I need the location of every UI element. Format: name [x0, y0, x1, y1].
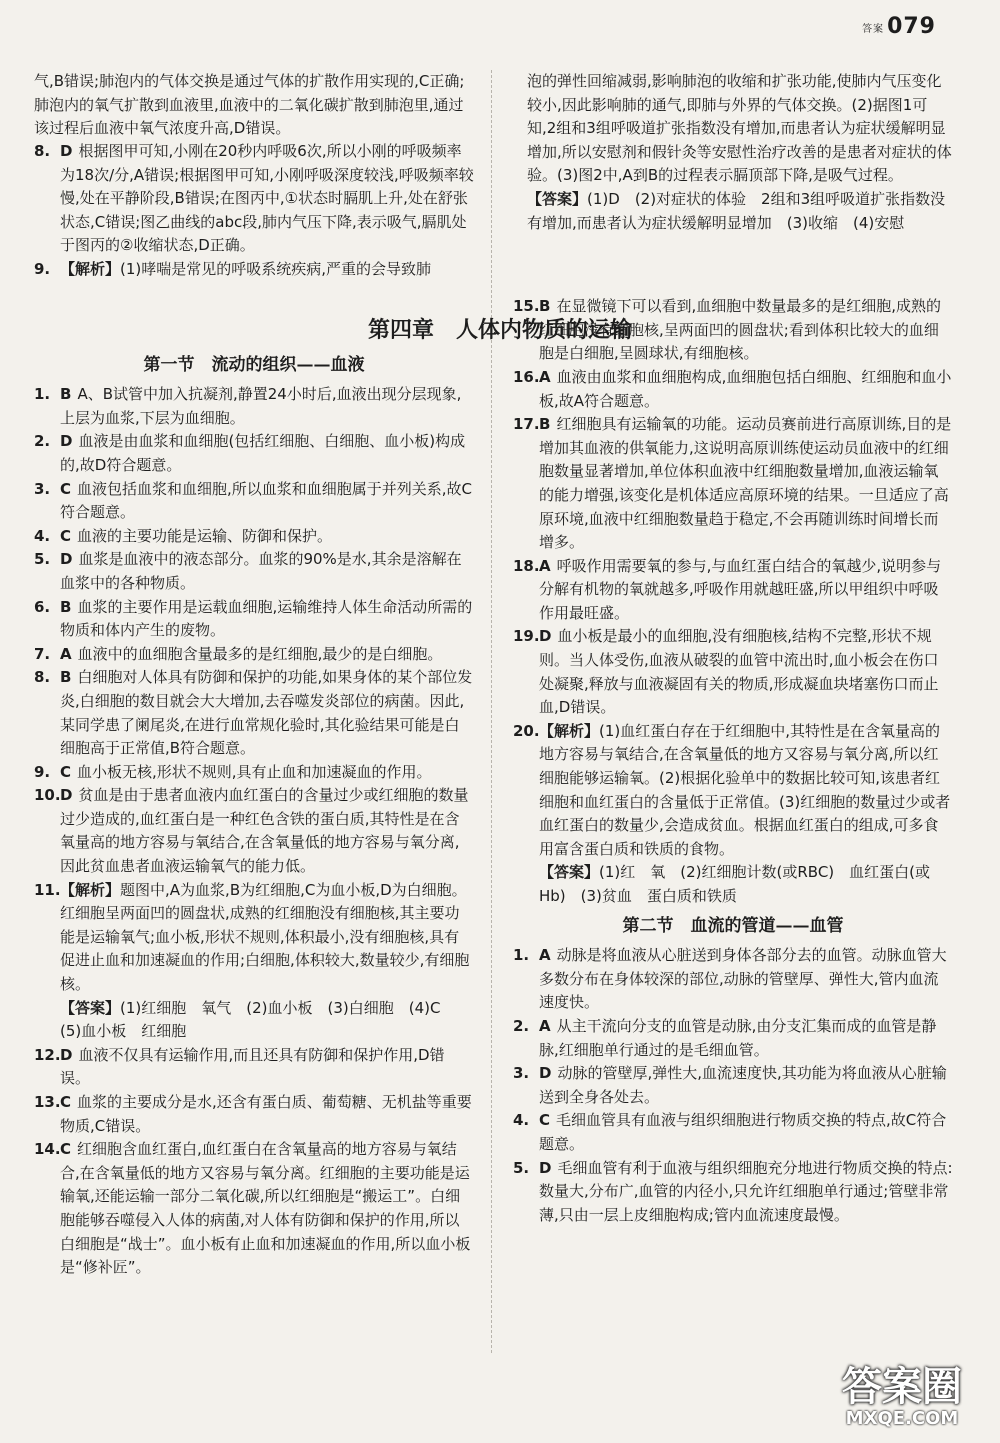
explanation-text: 血浆的主要作用是运载血细胞,运输维持人体生命活动所需的物质和体内产生的废物。 [60, 597, 473, 640]
question-number: 15. [513, 297, 540, 316]
explanation-text: 血小板无核,形状不规则,具有止血和加速凝血的作用。 [77, 762, 432, 781]
section-heading-vessels: 第二节 血流的管道——血管 [622, 915, 844, 936]
question-item [513, 413, 953, 555]
answer-letter: B [60, 385, 72, 404]
question-number: 1. [34, 385, 51, 404]
question-item [34, 430, 474, 477]
question-item [34, 548, 474, 595]
answer-block-20: 【答案】(1)红 氧 (2)红细胞计数(或RBC) 血红蛋白(或Hb) (3)贫血 蛋白质和铁质 [539, 863, 930, 905]
explanation-text: 贫血是由于患者血液内血红蛋白的含量过少或红细胞的数量过少造成的,血红蛋白是一种红色含铁的蛋白质,其特性是在含氧量高的地方容易与氧结合,在含氧量低的地方容易与氧分离,因此贫血患者血液运输氧气的能力低。 [60, 786, 469, 876]
question-number: 5. [513, 1158, 530, 1177]
question-number: 19. [513, 627, 540, 646]
section-heading-blood: 第一节 流动的组织——血液 [143, 354, 365, 375]
column-divider [491, 70, 492, 1353]
answer-letter: A [539, 367, 551, 386]
answer-letter: D [60, 786, 73, 805]
page-number-value: 079 [887, 14, 936, 39]
explanation-text: 血液不仅具有运输作用,而且还具有防御和保护作用,D错误。 [60, 1045, 445, 1088]
question-item-11: 11.【解析】题图中,A为血浆,B为红细胞,C为血小板,D为白细胞。红细胞呈两面凹的圆盘状,成熟的红细胞没有细胞核,其主要功能是运输氧气;血小板,形状不规则,体积最小,没有细胞核,具有促进止血和加速凝血的作用;白细胞,体积较大,数量较少,有细胞核。 [34, 880, 470, 994]
explanation-text: 血液的主要功能是运输、防御和保护。 [77, 526, 333, 545]
question-number: 12. [34, 1045, 61, 1064]
question-item [513, 555, 953, 626]
right-column [513, 70, 953, 1227]
question-item [513, 944, 953, 1015]
question-item [34, 478, 474, 525]
answer-letter: B [539, 297, 551, 316]
answer-letter: A [60, 644, 72, 663]
question-number: 3. [34, 479, 51, 498]
question-item [34, 383, 474, 430]
answer-letter: A [539, 946, 551, 965]
answer-letter: D [60, 550, 73, 569]
answer-letter: C [60, 1140, 72, 1159]
question-item [34, 1091, 474, 1138]
question-number: 5. [34, 550, 51, 569]
answer-letter: D [539, 1158, 552, 1177]
chapter-title: 第四章 人体内物质的运输 [367, 317, 632, 343]
explanation-text: 血液包括血浆和血细胞,所以血浆和血细胞属于并列关系,故C符合题意。 [60, 479, 473, 522]
question-number: 14. [34, 1140, 61, 1159]
question-item [34, 596, 474, 643]
site-watermark: 答案圈 MXQE.COM [842, 1364, 962, 1429]
question-number: 16. [513, 367, 540, 386]
question-item [513, 625, 953, 719]
explanation-text: 毛细血管有利于血液与组织细胞充分地进行物质交换的特点:数量大,分布广,血管的内径小,只允许红细胞单行通过;管壁非常薄,只由一层上皮细胞构成;管内血流速度最慢。 [539, 1158, 953, 1224]
explanation-text: 血液由血浆和血细胞构成,血细胞包括白细胞、红细胞和血小板,故A符合题意。 [539, 367, 952, 410]
left-question-list [34, 383, 474, 878]
explanation-text: 血浆的主要成分是水,还含有蛋白质、葡萄糖、无机盐等重要物质,C错误。 [60, 1093, 472, 1135]
question-number: 4. [513, 1111, 530, 1130]
question-number: 7. [34, 644, 51, 663]
left-question-list-2 [34, 1044, 474, 1280]
explanation-text: 从主干流向分支的血管是动脉,由分支汇集而成的血管是静脉,红细胞单行通过的是毛细血管。 [539, 1016, 937, 1059]
explanation-text: 血液中的血细胞含量最多的是红细胞,最少的是白细胞。 [77, 644, 443, 663]
right-question-list-2 [513, 944, 953, 1227]
question-item [513, 1062, 953, 1109]
answer-letter: B [60, 597, 72, 616]
answer-letter: D [539, 1064, 552, 1083]
question-item: 9. 【解析】(1)哮喘是常见的呼吸系统疾病,严重的会导致肺 [34, 260, 432, 278]
explanation-text: 毛细血管具有血液与组织细胞进行物质交换的特点,故C符合题意。 [539, 1111, 947, 1153]
question-number: 2. [34, 432, 51, 451]
continued-answer: 气,B错误;肺泡内的气体交换是通过气体的扩散作用实现的,C正确;肺泡内的氧气扩散到血液里,血液中的二氧化碳扩散到肺泡里,通过该过程后血液中氧气浓度升高,D错误。 [34, 72, 465, 138]
explanation-text: 血浆是血液中的液态部分。血浆的90%是水,其余是溶解在血浆中的各种物质。 [60, 550, 462, 592]
left-column [34, 70, 474, 1280]
explanation-text: 在显微镜下可以看到,血细胞中数量最多的是红细胞,成熟的红细胞没有细胞核,呈两面凹的圆盘状;看到体积比较大的血细胞是白细胞,呈圆球状,有细胞核。 [539, 297, 941, 363]
answer-letter: C [60, 479, 72, 498]
explanation-text: 动脉的管壁厚,弹性大,血流速度快,其功能为将血液从心脏输送到全身各处去。 [539, 1064, 947, 1106]
question-number: 9. [34, 762, 51, 781]
answer-letter: B [539, 415, 551, 434]
question-item [513, 1157, 953, 1228]
answer-letter: D [539, 627, 552, 646]
explanation-text: 血液是由血浆和血细胞(包括红细胞、白细胞、血小板)构成的,故D符合题意。 [60, 432, 466, 474]
answer-block-9: 【答案】(1)D (2)对症状的体验 2组和3组呼吸道扩张指数没有增加,而患者认为症状缓解明显增加 (3)收缩 (4)安慰 [527, 189, 946, 232]
question-item [34, 666, 474, 760]
answer-letter: C [539, 1111, 551, 1130]
answer-letter: B [60, 668, 72, 687]
question-number: 13. [34, 1093, 61, 1111]
continued-analysis: 泡的弹性回缩减弱,影响肺泡的收缩和扩张功能,使肺内气压变化较小,因此影响肺的通气,即肺与外界的气体交换。(2)据图1可知,2组和3组呼吸道扩张指数没有增加,而患者认为症状缓解明显增加,所以安慰剂和假针灸等安慰性治疗改善的是患者对症状的体验。(3)图2中,A到B的过程表示膈顶部下降,是吸气过程。 [527, 72, 952, 185]
page-number [862, 14, 936, 39]
answer-letter: C [60, 762, 72, 781]
question-item [34, 784, 474, 878]
right-question-list [513, 295, 953, 720]
question-number: 6. [34, 597, 51, 616]
question-item [513, 1109, 953, 1156]
question-item [34, 643, 474, 667]
answer-letter: A [539, 1016, 551, 1035]
explanation-text: 血小板是最小的血细胞,没有细胞核,结构不完整,形状不规则。当人体受伤,血液从破裂的血管中流出时,血小板会在伤口处凝聚,释放与血液凝固有关的物质,形成凝血块堵塞伤口而止血,D错误。 [539, 627, 939, 717]
answer-letter: D [60, 432, 73, 451]
question-item: 8. D 根据图甲可知,小刚在20秒内呼吸6次,所以小刚的呼吸频率为18次/分,A错误;根据图甲可知,小刚呼吸深度较浅,呼吸频率较慢,处在平静阶段,B错误;在图丙中,①状态时膈肌上升,处在舒张状态,C错误;图乙曲线的abc段,肺内气压下降,表示吸气,膈肌处于图丙的②收缩状态,D正确。 [34, 142, 474, 255]
question-number: 8. [34, 668, 51, 687]
question-number: 2. [513, 1016, 530, 1035]
question-item [34, 761, 474, 785]
question-item [34, 525, 474, 549]
question-item-20: 20.【解析】(1)血红蛋白存在于红细胞中,其特性是在含氧量高的地方容易与氧结合,在含氧量低的地方又容易与氧分离,所以红细胞能够运输氧。(2)根据化验单中的数据比较可知,该患者红细胞和血红蛋白的含量低于正常值。(3)红细胞的数量过少或者血红蛋白的数量少,会造成贫血。根据血红蛋白的组成,可多食用富含蛋白质和铁质的食物。 [513, 721, 951, 858]
question-number: 17. [513, 415, 540, 434]
explanation-text: 呼吸作用需要氧的参与,与血红蛋白结合的氧越少,说明参与分解有机物的氧就越多,呼吸作用就越旺盛,所以甲组织中呼吸作用最旺盛。 [539, 556, 942, 622]
explanation-text: 红细胞含血红蛋白,血红蛋白在含氧量高的地方容易与氧结合,在含氧量低的地方又容易与氧分离。红细胞的主要功能是运输氧,还能运输一部分二氧化碳,所以红细胞是“搬运工”。白细胞能够吞噬侵入人体的病菌,对人体有防御和保护的作用,所以白细胞是“战士”。血小板有止血和加速凝血的作用,所以血小板是“修补匠”。 [60, 1140, 471, 1277]
question-item [34, 1138, 474, 1280]
explanation-text: A、B试管中加入抗凝剂,静置24小时后,血液出现分层现象,上层为血浆,下层为血细胞。 [60, 385, 462, 427]
answer-block-11: 【答案】(1)红细胞 氧气 (2)血小板 (3)白细胞 (4)C (5)血小板 红细胞 [60, 998, 456, 1041]
question-item [34, 1044, 474, 1091]
question-item [513, 366, 953, 413]
question-number: 4. [34, 526, 51, 545]
question-number: 3. [513, 1064, 530, 1083]
explanation-text: 红细胞具有运输氧的功能。运动员赛前进行高原训练,目的是增加其血液的供氧能力,这说明高原训练使运动员血液中的红细胞数量显著增加,单位体积血液中红细胞数量增加,血液运输氧的能力增强,该变化是机体适应高原环境的结果。一旦适应了高原环境,血液中红细胞数量趋于稳定,不会再随训练时间增长而增多。 [539, 415, 952, 552]
answer-letter: A [539, 556, 551, 575]
page-number-prefix: 答案 [862, 23, 885, 35]
question-number: 1. [513, 946, 530, 965]
answer-letter: C [60, 526, 72, 545]
explanation-text: 白细胞对人体具有防御和保护的功能,如果身体的某个部位发炎,白细胞的数目就会大大增加,去吞噬发炎部位的病菌。因此,某同学患了阑尾炎,在进行血常规化验时,其化验结果可能是白细胞高于正常值,B符合题意。 [60, 668, 473, 758]
question-number: 10. [34, 786, 61, 805]
explanation-text: 动脉是将血液从心脏送到身体各部分去的血管。动脉血管大多数分布在身体较深的部位,动脉的管壁厚、弹性大,管内血流速度快。 [539, 946, 947, 1012]
answer-letter: D [60, 1045, 73, 1064]
answer-letter: C [60, 1093, 72, 1111]
question-item [513, 1015, 953, 1062]
question-item [513, 295, 953, 366]
question-number: 18. [513, 556, 540, 575]
